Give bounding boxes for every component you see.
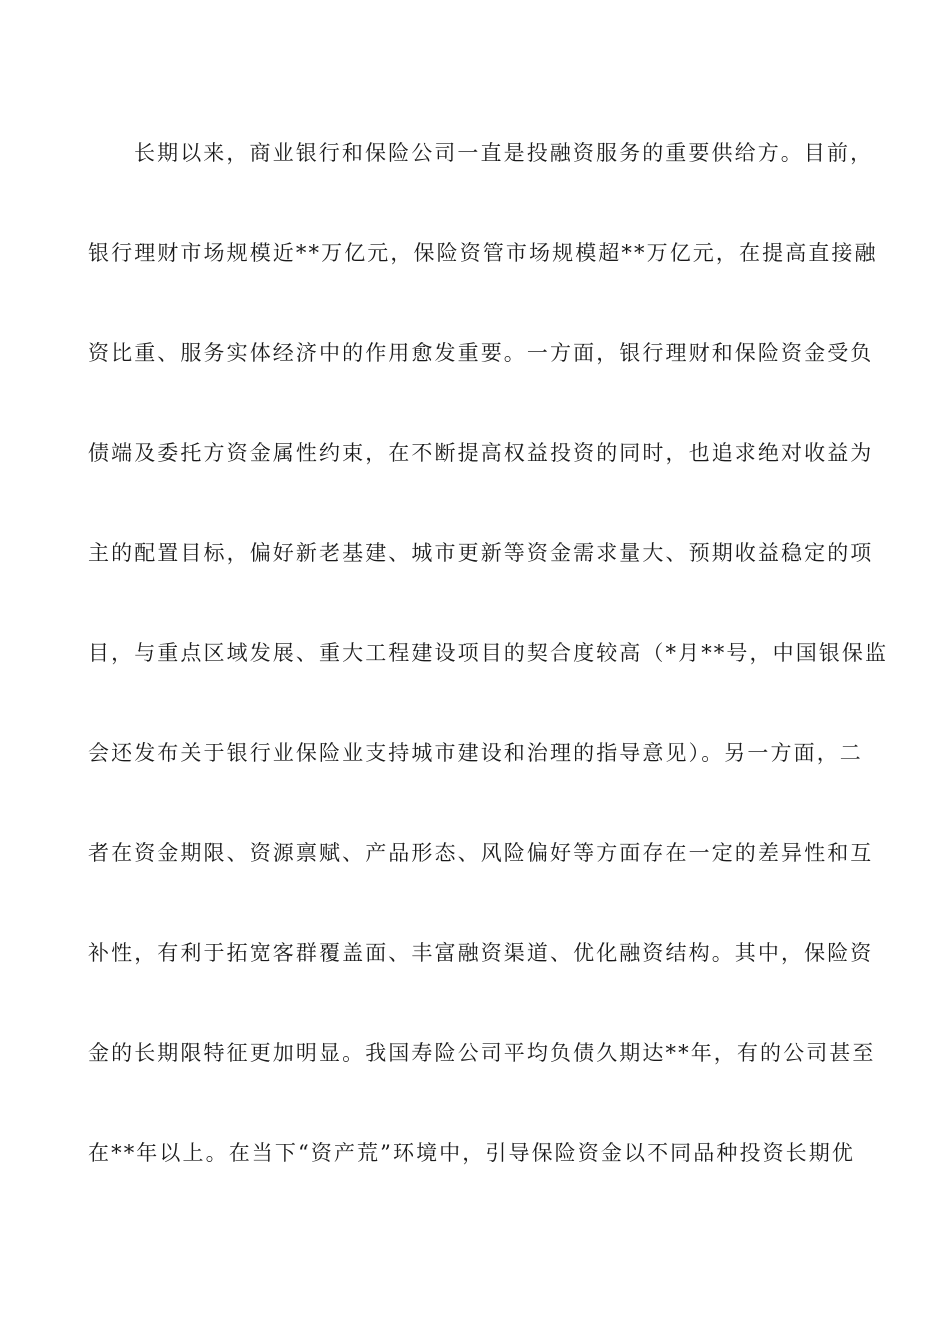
- paragraph-line: 目，与重点区域发展、重大工程建设项目的契合度较高（*月**号，中国银保监: [88, 641, 889, 665]
- paragraph-line: 长期以来，商业银行和保险公司一直是投融资服务的重要供给方。目前，: [134, 141, 874, 165]
- paragraph-line: 者在资金期限、资源禀赋、产品形态、风险偏好等方面存在一定的差异性和互: [88, 841, 874, 865]
- paragraph-line: 主的配置目标，偏好新老基建、城市更新等资金需求量大、预期收益稳定的项: [88, 541, 874, 565]
- paragraph-line: 银行理财市场规模近**万亿元，保险资管市场规模超**万亿元，在提高直接融: [88, 241, 878, 265]
- paragraph-line: 会还发布关于银行业保险业支持城市建设和治理的指导意见）。另一方面，二: [88, 741, 863, 765]
- paragraph-line: 补性，有利于拓宽客群覆盖面、丰富融资渠道、优化融资结构。其中，保险资: [88, 941, 874, 965]
- paragraph-line: 金的长期限特征更加明显。我国寿险公司平均负债久期达**年，有的公司甚至: [88, 1041, 876, 1065]
- body-paragraph: [88, 135, 889, 1235]
- paragraph-line: 债端及委托方资金属性约束，在不断提高权益投资的同时，也追求绝对收益为: [88, 441, 874, 465]
- paragraph-line: 资比重、服务实体经济中的作用愈发重要。一方面，银行理财和保险资金受负: [88, 341, 874, 365]
- paragraph-line: 在**年以上。在当下“资产荒”环境中，引导保险资金以不同品种投资长期优: [88, 1141, 855, 1165]
